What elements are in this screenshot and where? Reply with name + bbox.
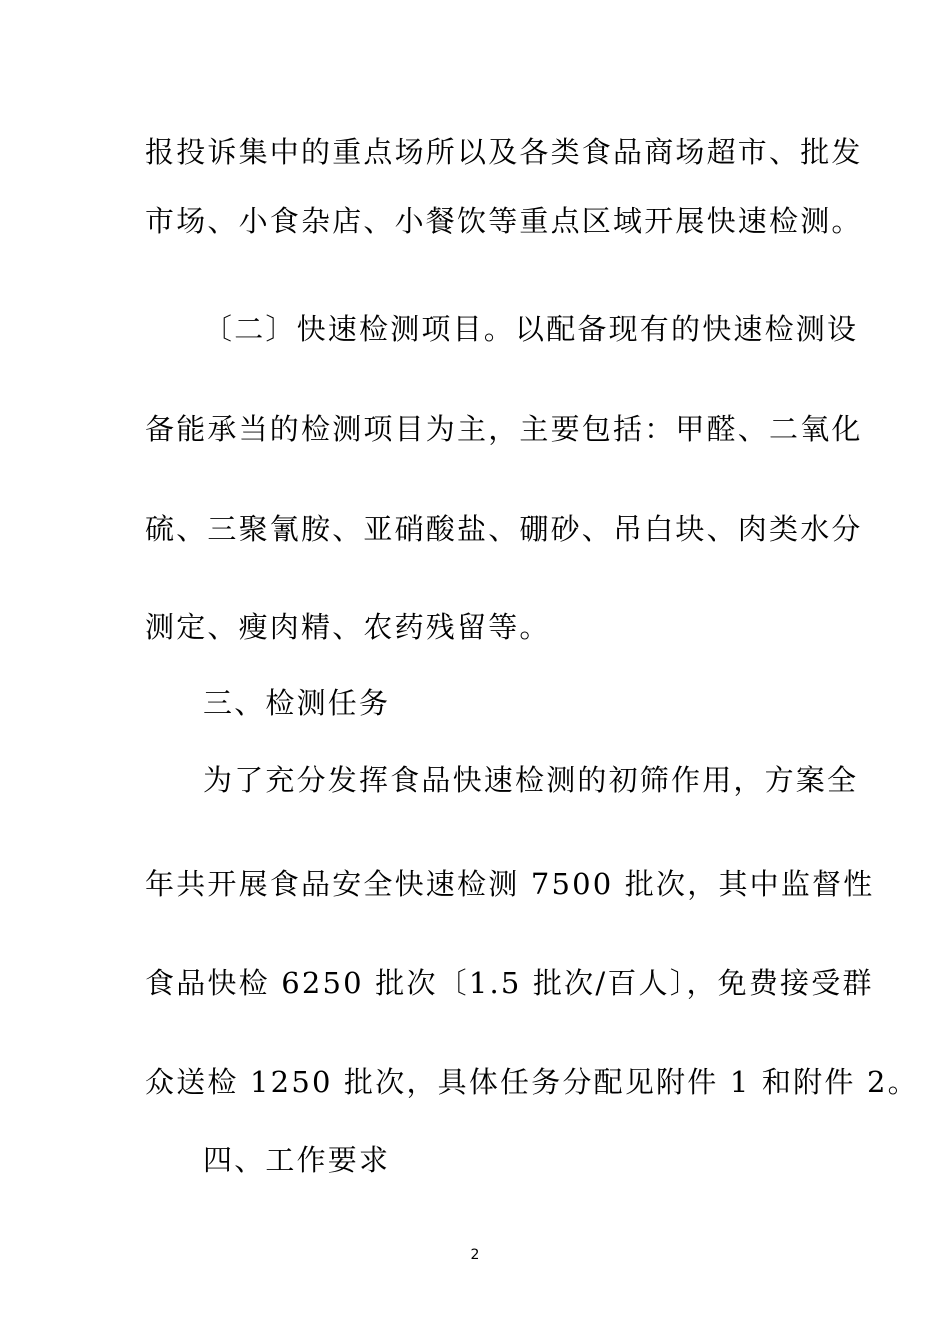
section-heading: 四、工作要求 [203,1143,391,1177]
body-text-line: 测定、瘦肉精、农药残留等。 [145,610,551,644]
body-text-line: 年共开展食品安全快速检测 7500 批次，其中监督性 [145,867,875,901]
body-text-line: 备能承当的检测项目为主，主要包括：甲醛、二氧化 [145,412,863,446]
body-text-line: 为了充分发挥食品快速检测的初筛作用，方案全 [203,763,859,797]
body-text-line: 众送检 1250 批次，具体任务分配见附件 1 和附件 2。 [145,1065,919,1099]
page-number: 2 [470,1247,480,1263]
body-text-line: 食品快检 6250 批次〔1.5 批次/百人〕，免费接受群 [145,966,874,1000]
section-heading: 三、检测任务 [203,686,391,720]
body-text-line: 硫、三聚氰胺、亚硝酸盐、硼砂、吊白块、肉类水分 [145,512,863,546]
section-paragraph-start: 〔二〕快速检测项目。以配备现有的快速检测设 [203,312,859,346]
body-text-line: 市场、小食杂店、小餐饮等重点区域开展快速检测。 [145,204,863,238]
body-text-line: 报投诉集中的重点场所以及各类食品商场超市、批发 [145,135,863,169]
